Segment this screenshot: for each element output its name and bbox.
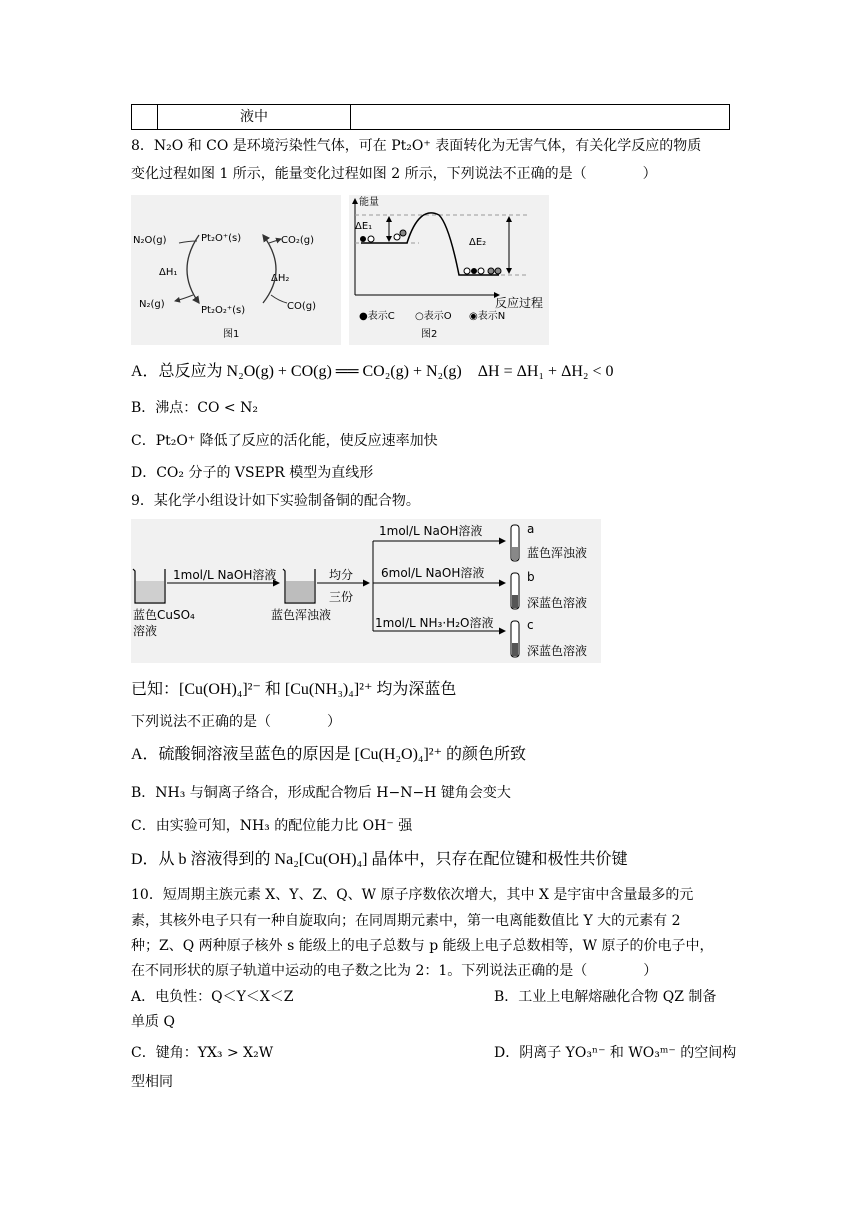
fig2-x-label: 反应过程 [495, 296, 544, 310]
q8-stem-line1: 8．N₂O 和 CO 是环境污染性气体，可在 Pt₂O⁺ 表面转化为无害气体，有关化学反应的物质 [131, 138, 702, 154]
fig1-co2: CO₂(g) [281, 235, 315, 246]
table-cell-text: 液中 [240, 109, 268, 125]
q9-option-d: D．从 b 溶液得到的 Na₂[Cu(OH)₄] 晶体中，只存在配位键和极性共价键 [131, 851, 628, 868]
table-cell-empty [350, 104, 730, 130]
table-cell-content [157, 104, 351, 130]
fig1-dh2: ΔH₂ [271, 273, 290, 284]
table-cell-index [131, 104, 158, 130]
fig2-caption: 图2 [421, 329, 438, 340]
q9-question: 下列说法不正确的是（ ） [131, 714, 341, 730]
q8-figure2 [349, 195, 549, 345]
q9-known: 已知：[Cu(OH)₄]²⁻ 和 [Cu(NH₃)₄]²⁺ 均为深蓝色 [131, 681, 457, 698]
q9-beaker1-label1: 蓝色CuSO₄ [133, 608, 195, 622]
q10-line2: 素，其核外电子只有一种自旋取向；在同周期元素中，第一电离能数值比 Y 大的元素有 2 [131, 913, 681, 929]
fig1-dh1: ΔH₁ [159, 267, 178, 278]
q10-option-b-2: 单质 Q [131, 1014, 175, 1030]
q9-option-a: A．硫酸铜溶液呈蓝色的原因是 [Cu(H₂O)₄]²⁺ 的颜色所致 [131, 746, 527, 763]
q9-arrow1-label: 1mol/L NaOH溶液 [173, 568, 277, 582]
q8-option-b: B．沸点：CO < N₂ [131, 400, 258, 416]
fig1-n2: N₂(g) [139, 299, 165, 310]
q9-tube-c-letter: c [527, 618, 534, 632]
q9-tube-a-result: 蓝色浑浊液 [527, 546, 588, 560]
fig2-legend-o: ○表示O [415, 311, 452, 322]
fig1-pt2o2: Pt₂O₂⁺(s) [201, 305, 246, 316]
q10-option-a: A．电负性：Q＜Y＜X＜Z [131, 989, 294, 1005]
fig2-legend-n: ◉表示N [469, 311, 506, 322]
q9-option-b: B．NH₃ 与铜离子络合，形成配合物后 H−N−H 键角会变大 [131, 785, 511, 801]
q8-stem-line2: 变化过程如图 1 所示，能量变化过程如图 2 所示，下列说法不正确的是（ ） [131, 166, 657, 182]
q9-branch-c-reagent: 1mol/L NH₃·H₂O溶液 [375, 616, 494, 630]
fig1-pt2o: Pt₂O⁺(s) [201, 233, 242, 244]
fig2-y-label: 能量 [359, 197, 379, 208]
q9-branch-b-reagent: 6mol/L NaOH溶液 [381, 566, 485, 580]
fig2-e1: ΔE₁ [355, 221, 373, 232]
q9-split-label1: 均分 [329, 568, 354, 582]
fig2-e2: ΔE₂ [469, 237, 487, 248]
q8-option-c: C．Pt₂O⁺ 降低了反应的活化能，使反应速率加快 [131, 433, 438, 449]
fig2-legend-c: ●表示C [359, 311, 395, 322]
q10-option-d-1: D．阴离子 YO₃ⁿ⁻ 和 WO₃ᵐ⁻ 的空间构 [494, 1045, 737, 1061]
q9-tube-b-result: 深蓝色溶液 [527, 596, 588, 610]
q9-beaker2-label: 蓝色浑浊液 [271, 608, 332, 622]
fig1-co: CO(g) [287, 301, 317, 312]
q9-option-c: C．由实验可知，NH₃ 的配位能力比 OH⁻ 强 [131, 818, 413, 834]
q10-option-c: C．键角：YX₃ > X₂W [131, 1045, 274, 1061]
q9-beaker1-label2: 溶液 [133, 624, 158, 638]
q9-tube-c-result: 深蓝色溶液 [527, 644, 588, 658]
q9-split-label2: 三份 [329, 590, 354, 604]
q9-tube-a-letter: a [527, 522, 535, 536]
q10-option-b-1: B．工业上电解熔融化合物 QZ 制备 [494, 989, 717, 1005]
q9-stem: 9．某化学小组设计如下实验制备铜的配合物。 [131, 493, 420, 509]
q8-option-d: D．CO₂ 分子的 VSEPR 模型为直线形 [131, 465, 374, 481]
q9-tube-b-letter: b [527, 570, 535, 584]
q10-option-d-2: 型相同 [131, 1074, 173, 1090]
q10-line4: 在不同形状的原子轨道中运动的电子数之比为 2：1。下列说法正确的是（ ） [131, 963, 658, 979]
q8-option-a: A．总反应为 N₂O(g) + CO(g) ══ CO₂(g) + N₂(g) ΔH = ΔH₁ + ΔH₂ < 0 [131, 363, 614, 380]
q10-line3: 种；Z、Q 两种原子核外 s 能级上的电子总数与 p 能级上电子总数相等，W 原子的价电子中， [131, 938, 714, 954]
q8-figure1 [131, 195, 341, 345]
q9-experiment-diagram [131, 519, 601, 663]
q10-line1: 10．短周期主族元素 X、Y、Z、Q、W 原子序数依次增大，其中 X 是宇宙中含量最多的元 [131, 887, 694, 903]
q9-branch-a-reagent: 1mol/L NaOH溶液 [379, 524, 483, 538]
fig1-n2o: N₂O(g) [133, 235, 167, 246]
fig1-caption: 图1 [223, 329, 240, 340]
